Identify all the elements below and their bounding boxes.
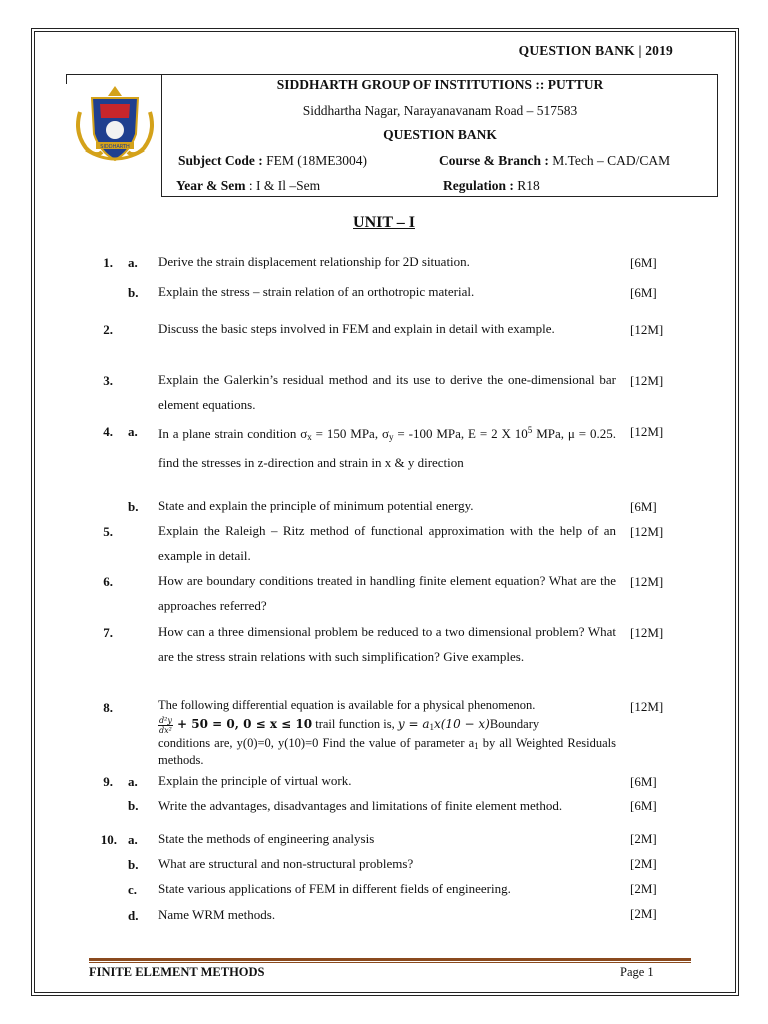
- footer-rule: [89, 958, 691, 961]
- question-number: 3.: [103, 373, 113, 388]
- question-number: 9.: [103, 774, 113, 789]
- question-number: 10.: [100, 832, 117, 847]
- question-text: Write the advantages, disadvantages and limitations of finite element method.: [158, 798, 563, 813]
- question-text: In a plane strain condition $\sigma_x = 150$ MPa, $\sigma_y = -100$ MPa, E = 2 X $10^5$ MPa, μ = 0.25. find the stresses in z-direction and strain in x & y direction: [158, 425, 616, 470]
- logo-text: SIDDHARTH: [100, 144, 130, 150]
- document-title: QUESTION BANK: [383, 127, 497, 142]
- institution-name: SIDDHARTH GROUP OF INSTITUTIONS :: PUTTUR: [276, 77, 604, 92]
- year-sem: Year & Sem : I & Il –Sem: [176, 178, 321, 193]
- unit-title: UNIT – I: [353, 214, 415, 231]
- question-sub-label: c.: [128, 882, 138, 897]
- question-marks: [12M]: [630, 524, 664, 539]
- question-marks: [12M]: [630, 322, 664, 337]
- question-marks: [12M]: [630, 373, 664, 388]
- question-marks: [2M]: [630, 831, 657, 846]
- question-marks: [6M]: [630, 499, 657, 514]
- page-number: Page 1: [620, 965, 654, 979]
- question-number: 7.: [103, 625, 113, 640]
- question-text: State the methods of engineering analysis: [158, 831, 375, 846]
- question-sub-label: a.: [128, 424, 138, 439]
- question-sub-label: b.: [128, 285, 139, 300]
- question-marks: [12M]: [630, 625, 664, 640]
- question-sub-label: b.: [128, 499, 139, 514]
- question-text: What are structural and non-structural problems?: [158, 856, 414, 871]
- header-top-label: QUESTION BANK | 2019: [518, 43, 673, 58]
- question-number: 1.: [103, 255, 113, 270]
- question-marks: [2M]: [630, 856, 657, 871]
- question-text: Discuss the basic steps involved in FEM and explain in detail with example.: [158, 321, 555, 336]
- question-text: The following differential equation is available for a physical phenomenon. $\frac{\text{d²y}}{\text{dx²}}$ + 50 = 0, 0 ≤ x ≤ 10 trail function is, $y = a_1x(10$ − x)Boundary conditions are, y(0)=0, y(10)=0 Find the value of parameter $a_1$ by all Weighted Residuals methods.: [158, 698, 617, 767]
- question-marks: [12M]: [630, 424, 664, 439]
- question-text: Name WRM methods.: [158, 907, 276, 922]
- course-branch: Course & Branch : M.Tech – CAD/CAM: [439, 153, 671, 168]
- question-number: 4.: [103, 424, 113, 439]
- question-number: 6.: [103, 574, 113, 589]
- question-text: Explain the Galerkin’s residual method and its use to derive the one-dimensional bar element equations.: [158, 372, 616, 412]
- question-text: Derive the strain displacement relationship for 2D situation.: [158, 254, 470, 269]
- question-sub-label: a.: [128, 774, 138, 789]
- question-sub-label: d.: [128, 908, 139, 923]
- question-text: Explain the stress – strain relation of an orthotropic material.: [158, 284, 475, 299]
- question-sub-label: a.: [128, 255, 138, 270]
- question-marks: [2M]: [630, 881, 657, 896]
- footer-subject: FINITE ELEMENT METHODS: [89, 965, 265, 979]
- question-text: Explain the principle of virtual work.: [158, 773, 352, 788]
- question-number: 2.: [103, 322, 113, 337]
- question-marks: [12M]: [630, 574, 664, 589]
- question-number: 5.: [103, 524, 113, 539]
- question-text: How can a three dimensional problem be reduced to a two dimensional problem? What are the stress strain relations with such simplification? Give examples.: [158, 624, 616, 664]
- question-marks: [6M]: [630, 798, 657, 813]
- question-sub-label: b.: [128, 857, 139, 872]
- question-marks: [2M]: [630, 906, 657, 921]
- institution-address: Siddhartha Nagar, Narayanavanam Road – 517583: [302, 103, 578, 118]
- question-marks: [6M]: [630, 285, 657, 300]
- question-marks: [6M]: [630, 255, 657, 270]
- question-number: 8.: [103, 700, 113, 715]
- institution-logo: [72, 82, 158, 168]
- question-text: State and explain the principle of minimum potential energy.: [158, 498, 474, 513]
- question-text: Explain the Raleigh – Ritz method of functional approximation with the help of an example in detail.: [158, 523, 616, 563]
- question-marks: [6M]: [630, 774, 657, 789]
- regulation: Regulation : R18: [443, 178, 540, 193]
- question-sub-label: a.: [128, 832, 138, 847]
- question-text: State various applications of FEM in different fields of engineering.: [158, 881, 511, 896]
- fraction: $\frac{\text{d²y}}{\text{dx²}}$: [159, 715, 172, 735]
- subject-code: Subject Code : FEM (18ME3004): [178, 153, 367, 168]
- question-sub-label: b.: [128, 798, 139, 813]
- question-text: How are boundary conditions treated in handling finite element equation? What are the approaches referred?: [158, 573, 616, 613]
- question-marks: [12M]: [630, 699, 664, 714]
- footer-rule: [89, 962, 691, 963]
